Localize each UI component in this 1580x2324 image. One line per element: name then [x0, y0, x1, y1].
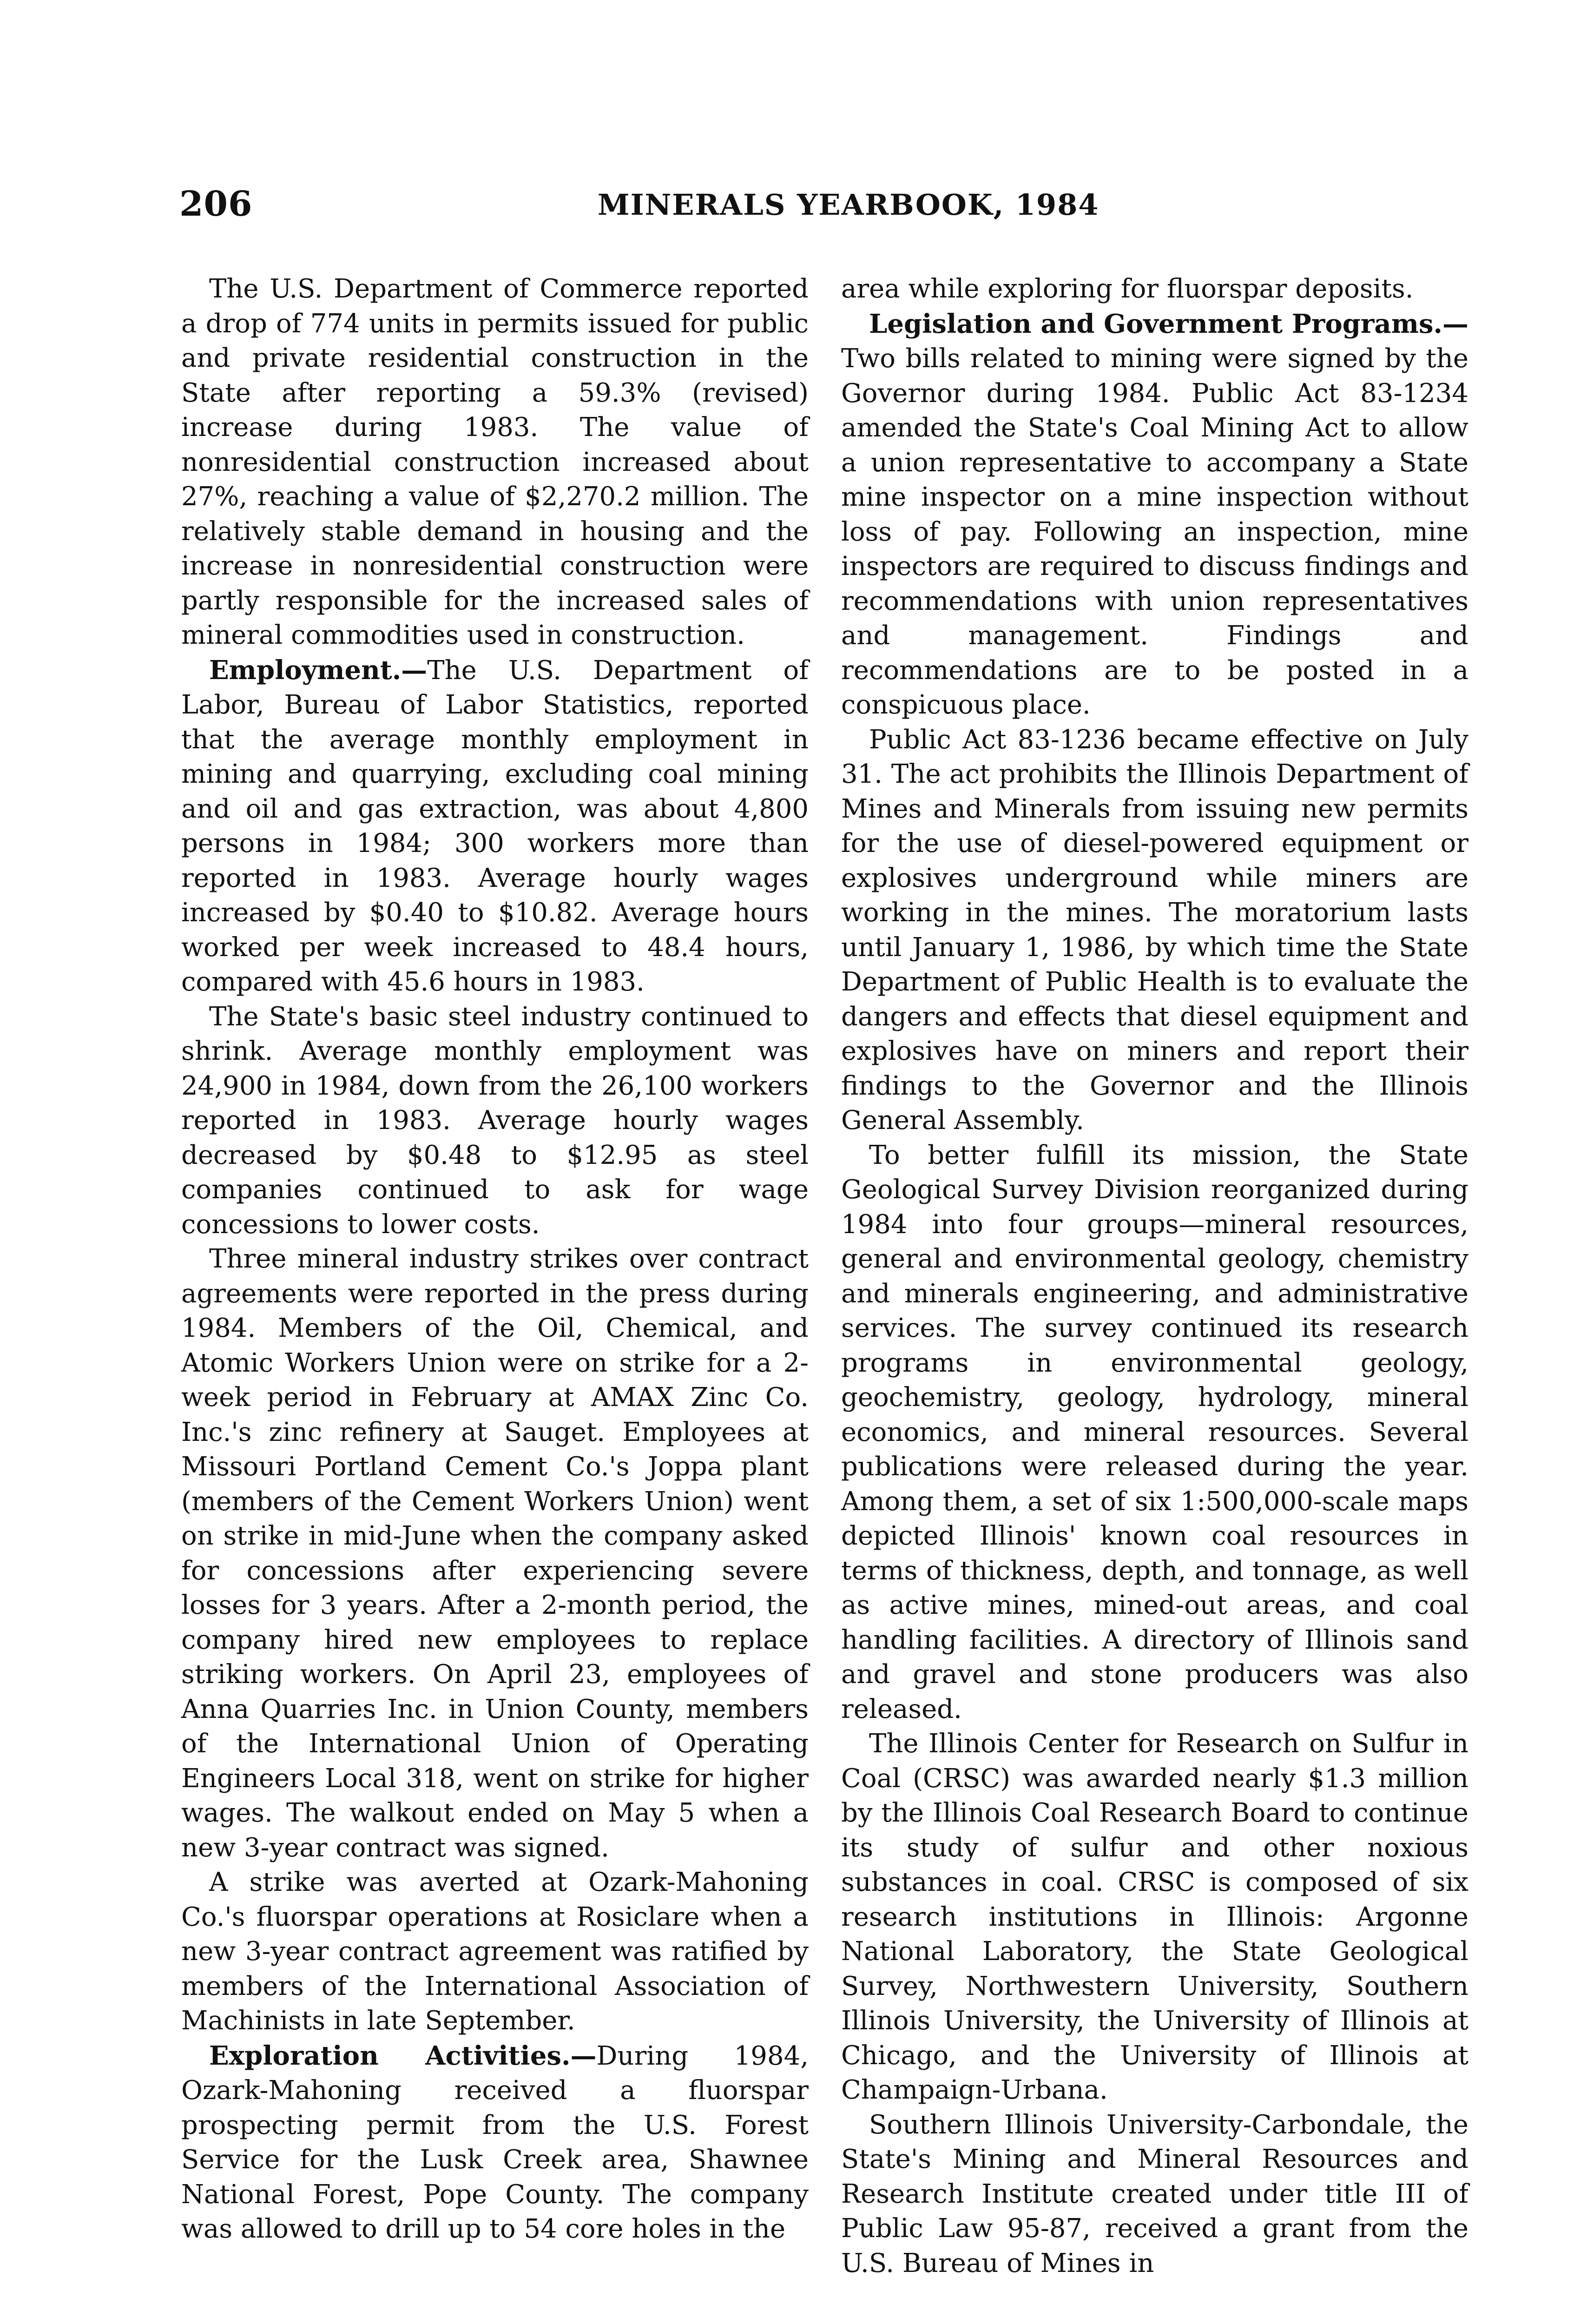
paragraph-steel-industry: The State's basic steel industry continued to shrink. Average monthly employment was 24,900 in 1984, down from the 26,100 workers reported in 1983. Average hourly wages decreased by $0.48 to $12.95 as steel companies continued to ask for wage concessions to lower costs.	[181, 1001, 809, 1240]
left-column	[181, 272, 809, 2247]
paragraph-exploration	[181, 2039, 809, 2247]
paragraph-crsc: The Illinois Center for Research on Sulfur in Coal (CRSC) was awarded nearly $1.3 million by the Illinois Coal Research Board to continue its study of sulfur and other noxious substances in coal. CRSC is composed of six research institutions in Illinois: Argonne National Laboratory, the State Geological Survey, Northwestern University, Southern Illinois University, the University of Illinois at Chicago, and the University of Illinois at Champaign-Urbana.	[841, 1729, 1468, 2105]
paragraph-construction: The U.S. Department of Commerce reported a drop of 774 units in permits issued for public and private residential construction in the State after reporting a 59.3% (revised) increase during 1983. The value of nonresidential construction increased about 27%, reaching a value of $2,270.2 million. The relatively stable demand in housing and the increase in nonresidential construction were partly responsible for the increased sales of mineral commodities used in construction.	[181, 274, 809, 650]
section-heading-exploration: Exploration Activities.—	[209, 2040, 597, 2071]
running-title: MINERALS YEARBOOK, 1984	[598, 188, 1099, 222]
employment-text: The U.S. Department of Labor, Bureau of Labor Statistics, reported that the average monthly employment in mining and quarrying, excluding coal mining and oil and gas extraction, was about 4,800 persons in 1984; 300 workers more than reported in 1983. Average hourly wages increased by $0.40 to $10.82. Average hours worked per week increased to 48.4 hours, compared with 45.6 hours in 1983.	[181, 655, 809, 997]
paragraph-public-act: Public Act 83-1236 became effective on July 31. The act prohibits the Illinois Department of Mines and Minerals from issuing new permits for the use of diesel-powered equipment or explosives underground while miners are working in the mines. The moratorium lasts until January 1, 1986, by which time the State Department of Public Health is to evaluate the dangers and effects that diesel equipment and explosives have on miners and report their findings to the Governor and the Illinois General Assembly.	[841, 724, 1468, 1136]
paragraph-legislation	[841, 307, 1468, 723]
paragraph-siu-carbondale: Southern Illinois University-Carbondale, the State's Mining and Mineral Resources and Research Institute created under title III of Public Law 95-87, received a grant from the U.S. Bureau of Mines in	[841, 2109, 1468, 2278]
paragraph-strikes: Three mineral industry strikes over contract agreements were reported in the press during 1984. Members of the Oil, Chemical, and Atomic Workers Union were on strike for a 2-week period in February at AMAX Zinc Co. Inc.'s zinc refinery at Sauget. Employees at Missouri Portland Cement Co.'s Joppa plant (members of the Cement Workers Union) went on strike in mid-June when the company asked for concessions after experiencing severe losses for 3 years. After a 2-month period, the company hired new employees to replace striking workers. On April 23, employees of Anna Quarries Inc. in Union County, members of the International Union of Operating Engineers Local 318, went on strike for higher wages. The walkout ended on May 5 when a new 3-year contract was signed.	[181, 1244, 809, 1863]
paragraph-geological-survey: To better fulfill its mission, the State Geological Survey Division reorganized during 1984 into four groups—mineral resources, general and environmental geology, chemistry and minerals engineering, and administrative services. The survey continued its research programs in environmental geology, geochemistry, geology, hydrology, mineral economics, and mineral resources. Several publications were released during the year. Among them, a set of six 1:500,000-scale maps depicted Illinois' known coal resources in terms of thickness, depth, and tonnage, as well as active mines, mined-out areas, and coal handling facilities. A directory of Illinois sand and gravel and stone producers was also released.	[841, 1140, 1468, 1724]
paragraph-employment	[181, 653, 809, 1000]
exploration-text: During 1984, Ozark-Mahoning received a fluorspar prospecting permit from the U.S. Forest Service for the Lusk Creek area, Shawnee National Forest, Pope County. The company was allowed to drill up to 54 core holes in the	[181, 2040, 809, 2244]
paragraph-continued: area while exploring for fluorspar deposits.	[841, 274, 1414, 304]
legislation-text: Two bills related to mining were signed by the Governor during 1984. Public Act 83-1234 amended the State's Coal Mining Act to allow a union representative to accompany a State mine inspector on a mine inspection without loss of pay. Following an inspection, mine inspectors are required to discuss findings and recommendations with union representatives and management. Findings and recommendations are to be posted in a conspicuous place.	[841, 343, 1468, 720]
page-number: 206	[179, 184, 253, 224]
right-column	[841, 272, 1468, 2281]
paragraph-strike-averted: A strike was averted at Ozark-Mahoning Co.'s fluorspar operations at Rosiclare when a new 3-year contract agreement was ratified by members of the International Association of Machinists in late September.	[181, 1867, 809, 2036]
section-heading-employment: Employment.—	[209, 654, 428, 686]
section-heading-legislation: Legislation and Government Programs.—	[869, 308, 1468, 339]
